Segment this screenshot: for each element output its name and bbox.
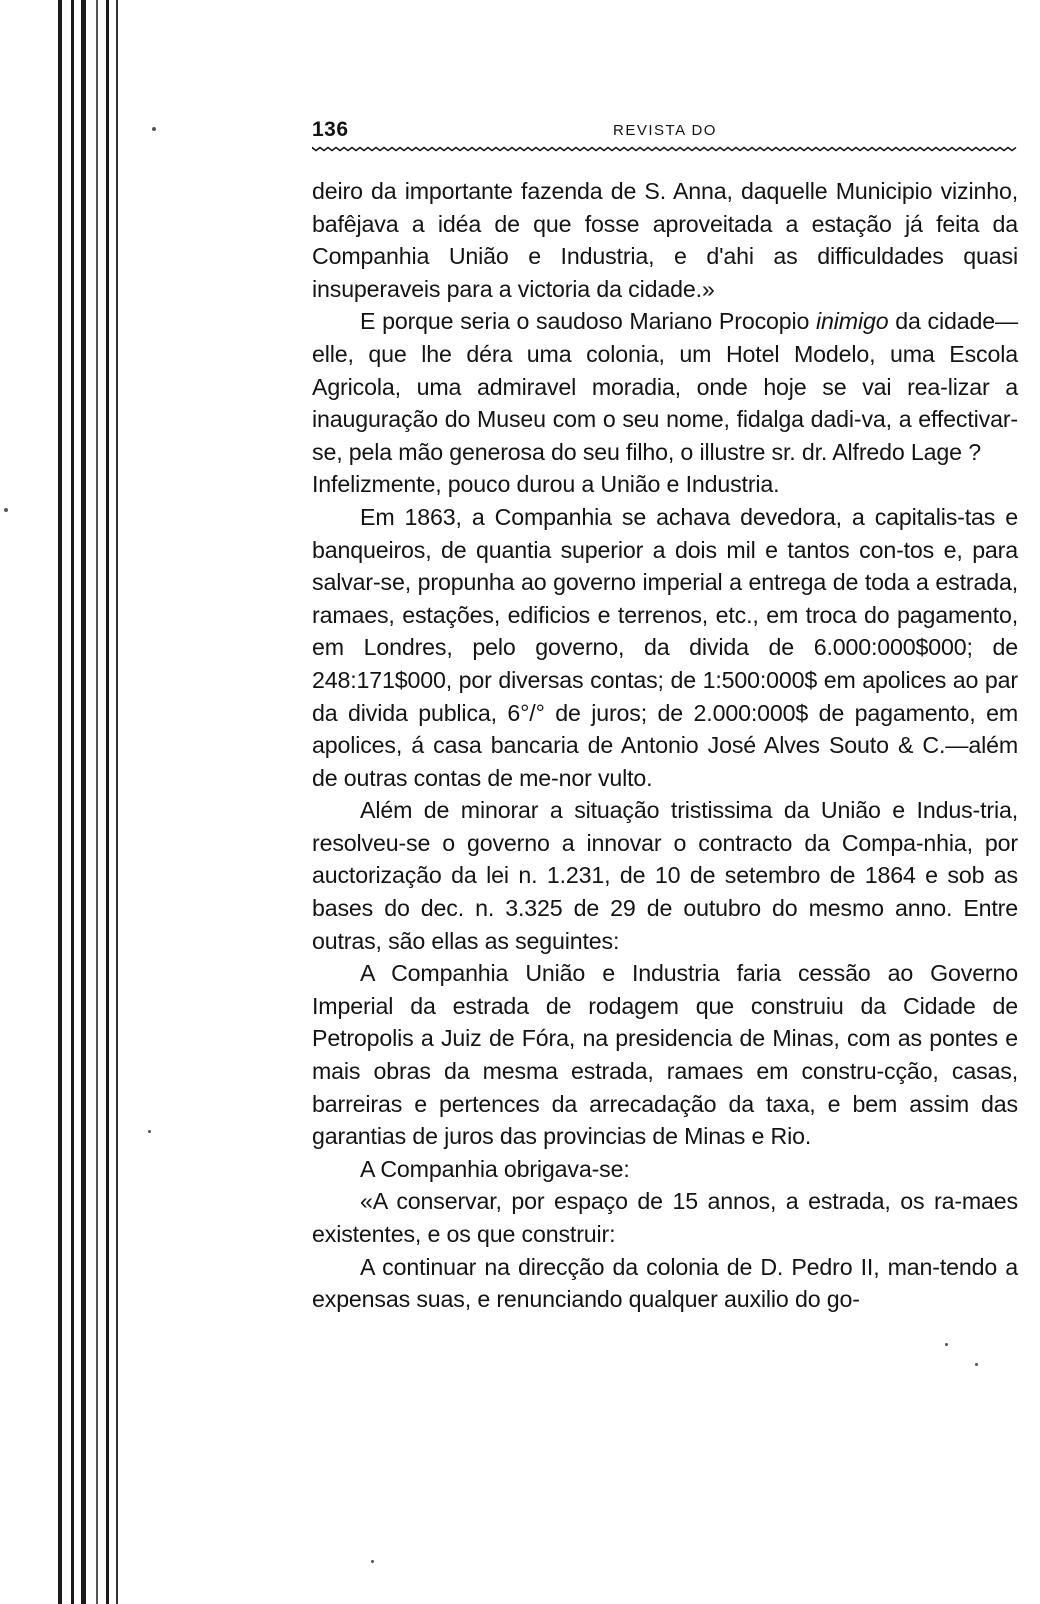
- speck: [371, 1560, 374, 1563]
- paragraph: [312, 794, 1018, 957]
- speck: [4, 508, 8, 512]
- paragraph: [312, 1185, 1018, 1250]
- gutter-line: [71, 0, 74, 1604]
- speck: [148, 1130, 151, 1133]
- text-run: «A conservar, por espaço de 15 annos, a estrada, os ra-maes existentes, e os que construir:: [312, 1188, 1018, 1247]
- gutter-line: [106, 0, 109, 1604]
- text-run: A continuar na direcção da colonia de D. Pedro II, man-tendo a expensas suas, e renunciando qualquer auxilio do go-: [312, 1253, 1018, 1313]
- paragraph: [312, 175, 1018, 305]
- wavy-rule: [312, 144, 1018, 154]
- paragraph: [312, 957, 1018, 1153]
- text-run: Em 1863, a Companhia se achava devedora, a capitalis-tas e banqueiros, de quantia superior a dois mil e tantos con-tos e, para salvar-se, propunha ao governo imperial a entrega de toda a estrada, ramaes, estações, edificios e terrenos, etc., em troca do pagamento, em Londres, pelo governo, da divida de 6.000:000$000; de 248:171$000, por diversas contas; de 1:500:000$ em apolices ao par da divida publica, 6°/° de juros; de 2.000:000$ de pagamento, em apolices, á casa bancaria de Antonio José Alves Souto & C.—além de outras contas de me-nor vulto.: [312, 503, 1018, 791]
- gutter-line: [116, 0, 118, 1604]
- paragraph: [312, 1153, 1018, 1186]
- text-run: Além de minorar a situação tristissima da União e Indus-tria, resolveu-se o governo a innovar o contracto da Compa-nhia, por auctorização da lei n. 1.231, de 10 de setembro de 1864 e sob as bases do dec. n. 3.325 de 29 de outubro do mesmo anno. Entre outras, são ellas as seguintes:: [312, 797, 1018, 954]
- body-text: [312, 175, 1018, 1316]
- book-gutter: [0, 0, 125, 1604]
- text-run: Infelizmente, pouco durou a União e Industria.: [312, 471, 780, 498]
- book-page: [312, 112, 1018, 1316]
- paragraph: [312, 305, 1018, 468]
- paragraph: [312, 1251, 1018, 1316]
- text-run: A Companhia obrigava-se:: [360, 1155, 630, 1182]
- speck: [152, 127, 156, 131]
- text-run: deiro da importante fazenda de S. Anna, daquelle Municipio vizinho, bafêjava a idéa de que fosse aproveitada a estação já feita da Companhia União e Industria, e d'ahi as difficuldades quasi insuperaveis para a victoria da cidade.»: [312, 178, 1018, 302]
- paragraph: [312, 501, 1018, 794]
- text-run: da cidade—elle, que lhe déra uma colonia, um Hotel Modelo, uma Escola Agricola, uma admiravel moradia, onde hoje se vai rea-lizar a inauguração do Museu com o seu nome, fidalga dadi-va, a effectivar-se, pela mão generosa do seu filho, o illustre sr. dr. Alfredo Lage ?: [312, 308, 1019, 465]
- page-header: [312, 112, 1018, 144]
- italic-text: inimigo: [816, 308, 889, 335]
- gutter-line: [81, 0, 86, 1604]
- text-run: E porque seria o saudoso Mariano Procopio: [360, 308, 817, 335]
- page-number: 136: [312, 118, 349, 141]
- gutter-line: [96, 0, 98, 1604]
- running-title: REVISTA DO: [613, 122, 717, 139]
- paragraph: [312, 468, 1018, 501]
- text-run: A Companhia União e Industria faria cessão ao Governo Imperial da estrada de rodagem que construiu da Cidade de Petropolis a Juiz de Fóra, na presidencia de Minas, com as pontes e mais obras da mesma estrada, ramaes em constru-cção, casas, barreiras e pertences da arrecadação da taxa, e bem assim das garantias de juros das provincias de Minas e Rio.: [312, 960, 1018, 1150]
- gutter-line: [58, 0, 62, 1604]
- speck: [975, 1363, 978, 1366]
- speck: [945, 1343, 948, 1346]
